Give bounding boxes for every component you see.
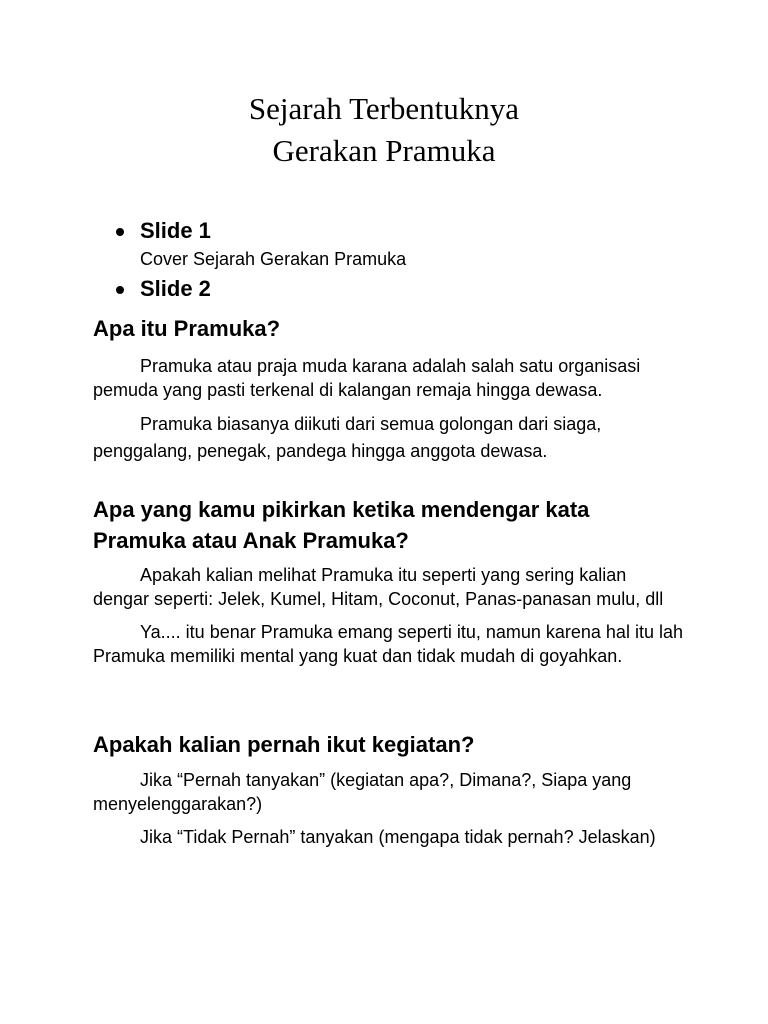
section-heading: Apakah kalian pernah ikut kegiatan? xyxy=(93,732,475,757)
slide-label: Slide 1 xyxy=(140,218,211,243)
section-3 xyxy=(93,729,683,849)
section-2 xyxy=(93,494,683,668)
title-line-1: Sejarah Terbentuknya xyxy=(248,91,520,126)
section-paragraph: Ya.... itu benar Pramuka emang seperti itu, namun karena hal itu lah Pramuka memiliki mental yang kuat dan tidak mudah di goyahkan. xyxy=(93,622,683,666)
section-paragraph: Apakah kalian melihat Pramuka itu seperti yang sering kalian dengar seperti: Jelek, Kumel, Hitam, Coconut, Panas-panasan mulu, dll xyxy=(93,565,664,609)
slide-label: Slide 2 xyxy=(140,276,211,301)
section-heading: Apa yang kamu pikirkan ketika mendengar kata Pramuka atau Anak Pramuka? xyxy=(93,497,590,553)
slide-list xyxy=(93,215,733,305)
section-paragraph: Jika “Pernah tanyakan” (kegiatan apa?, Dimana?, Siapa yang menyelenggarakan?) xyxy=(93,770,632,814)
section-paragraph: Jika “Tidak Pernah” tanyakan (mengapa tidak pernah? Jelaskan) xyxy=(140,827,656,847)
slide-item-1 xyxy=(93,215,733,271)
document-title xyxy=(0,88,768,172)
bullet-dot-icon xyxy=(116,286,124,294)
section-paragraph: Pramuka atau praja muda karana adalah salah satu organisasi pemuda yang pasti terkenal di kalangan remaja hingga dewasa. xyxy=(93,356,641,400)
section-heading: Apa itu Pramuka? xyxy=(93,316,281,341)
section-1 xyxy=(93,313,683,465)
bullet-dot-icon xyxy=(116,228,124,236)
section-paragraph: Pramuka biasanya diikuti dari semua golongan dari siaga, penggalang, penegak, pandega hingga anggota dewasa. xyxy=(93,414,602,461)
title-line-2: Gerakan Pramuka xyxy=(272,133,496,168)
slide-description: Cover Sejarah Gerakan Pramuka xyxy=(140,249,407,269)
slide-item-2 xyxy=(93,273,733,305)
